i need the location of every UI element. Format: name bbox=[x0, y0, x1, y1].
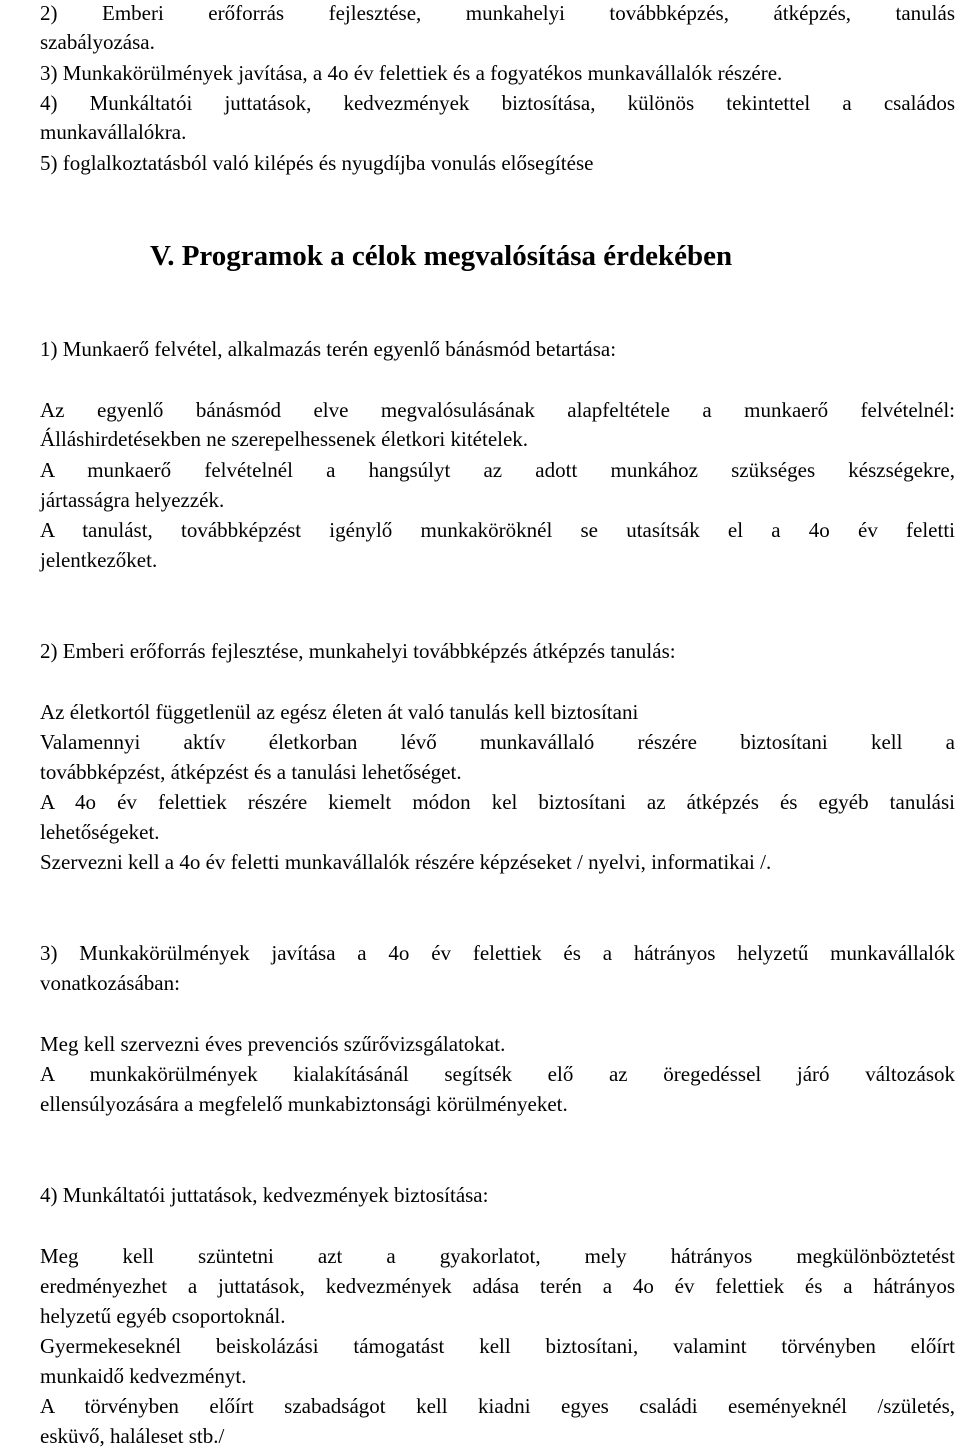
intro-item-2-line-1: 2) Emberi erőforrás fejlesztése, munkahelyi továbbképzés, átképzés, tanulás bbox=[40, 1, 955, 25]
section-1-line: Álláshirdetésekben ne szerepelhessenek életkori kitételek. bbox=[40, 427, 529, 451]
section-1-line: A tanulást, továbbképzést igénylő munkaköröknél se utasítsák el a 4o év feletti bbox=[40, 518, 955, 542]
intro-item-4-line-2: munkavállalókra. bbox=[40, 120, 187, 144]
section-4-line: helyzetű egyéb csoportoknál. bbox=[40, 1304, 286, 1328]
intro-item-5: 5) foglalkoztatásból való kilépés és nyugdíjba vonulás elősegítése bbox=[40, 151, 594, 175]
section-4-line: esküvő, haláleset stb./ bbox=[40, 1424, 225, 1448]
section-3-heading-line-2: vonatkozásában: bbox=[40, 971, 180, 995]
section-2-line: Szervezni kell a 4o év feletti munkavállalók részére képzéseket / nyelvi, informatikai /. bbox=[40, 850, 772, 874]
section-2-heading: 2) Emberi erőforrás fejlesztése, munkahelyi továbbképzés átképzés tanulás: bbox=[40, 639, 676, 663]
section-1-line: Az egyenlő bánásmód elve megvalósulásának alapfeltétele a munkaerő felvételnél: bbox=[40, 398, 955, 422]
section-3-heading-line-1: 3) Munkakörülmények javítása a 4o év felettiek és a hátrányos helyzetű munkavállalók bbox=[40, 941, 955, 965]
intro-item-3: 3) Munkakörülmények javítása, a 4o év felettiek és a fogyatékos munkavállalók részére. bbox=[40, 61, 783, 85]
section-4-line: eredményezhet a juttatások, kedvezmények adása terén a 4o év felettiek és a hátrányos bbox=[40, 1274, 955, 1298]
section-3-line: ellensúlyozására a megfelelő munkabiztonsági körülményeket. bbox=[40, 1092, 568, 1116]
section-4-line: munkaidő kedvezményt. bbox=[40, 1364, 247, 1388]
section-1-line: A munkaerő felvételnél a hangsúlyt az adott munkához szükséges készségekre, bbox=[40, 458, 955, 482]
section-2-line: Valamennyi aktív életkorban lévő munkavállaló részére biztosítani kell a bbox=[40, 730, 955, 754]
section-1-line: jelentkezőket. bbox=[40, 548, 158, 572]
section-2-line: továbbképzést, átképzést és a tanulási lehetőséget. bbox=[40, 760, 462, 784]
section-4-line: Gyermekeseknél beiskolázási támogatást kell biztosítani, valamint törvényben előírt bbox=[40, 1334, 955, 1358]
intro-item-2-line-2: szabályozása. bbox=[40, 30, 155, 54]
section-3-line: Meg kell szervezni éves prevenciós szűrővizsgálatokat. bbox=[40, 1032, 506, 1056]
intro-item-4-line-1: 4) Munkáltatói juttatások, kedvezmények biztosítása, különös tekintettel a családos bbox=[40, 91, 955, 115]
section-4-heading: 4) Munkáltatói juttatások, kedvezmények biztosítása: bbox=[40, 1183, 489, 1207]
section-4-line: A törvényben előírt szabadságot kell kiadni egyes családi eseményeknél /születés, bbox=[40, 1394, 955, 1418]
section-title: V. Programok a célok megvalósítása érdekében bbox=[150, 240, 733, 272]
section-4-line: Meg kell szüntetni azt a gyakorlatot, mely hátrányos megkülönböztetést bbox=[40, 1244, 955, 1268]
section-2-line: A 4o év felettiek részére kiemelt módon kel biztosítani az átképzés és egyéb tanulási bbox=[40, 790, 955, 814]
section-1-heading: 1) Munkaerő felvétel, alkalmazás terén egyenlő bánásmód betartása: bbox=[40, 337, 617, 361]
section-2-line: Az életkortól függetlenül az egész életen át való tanulás kell biztosítani bbox=[40, 700, 639, 724]
section-2-line: lehetőségeket. bbox=[40, 820, 160, 844]
section-1-line: jártasságra helyezzék. bbox=[40, 488, 225, 512]
section-3-line: A munkakörülmények kialakításánál segítsék elő az öregedéssel járó változások bbox=[40, 1062, 955, 1086]
